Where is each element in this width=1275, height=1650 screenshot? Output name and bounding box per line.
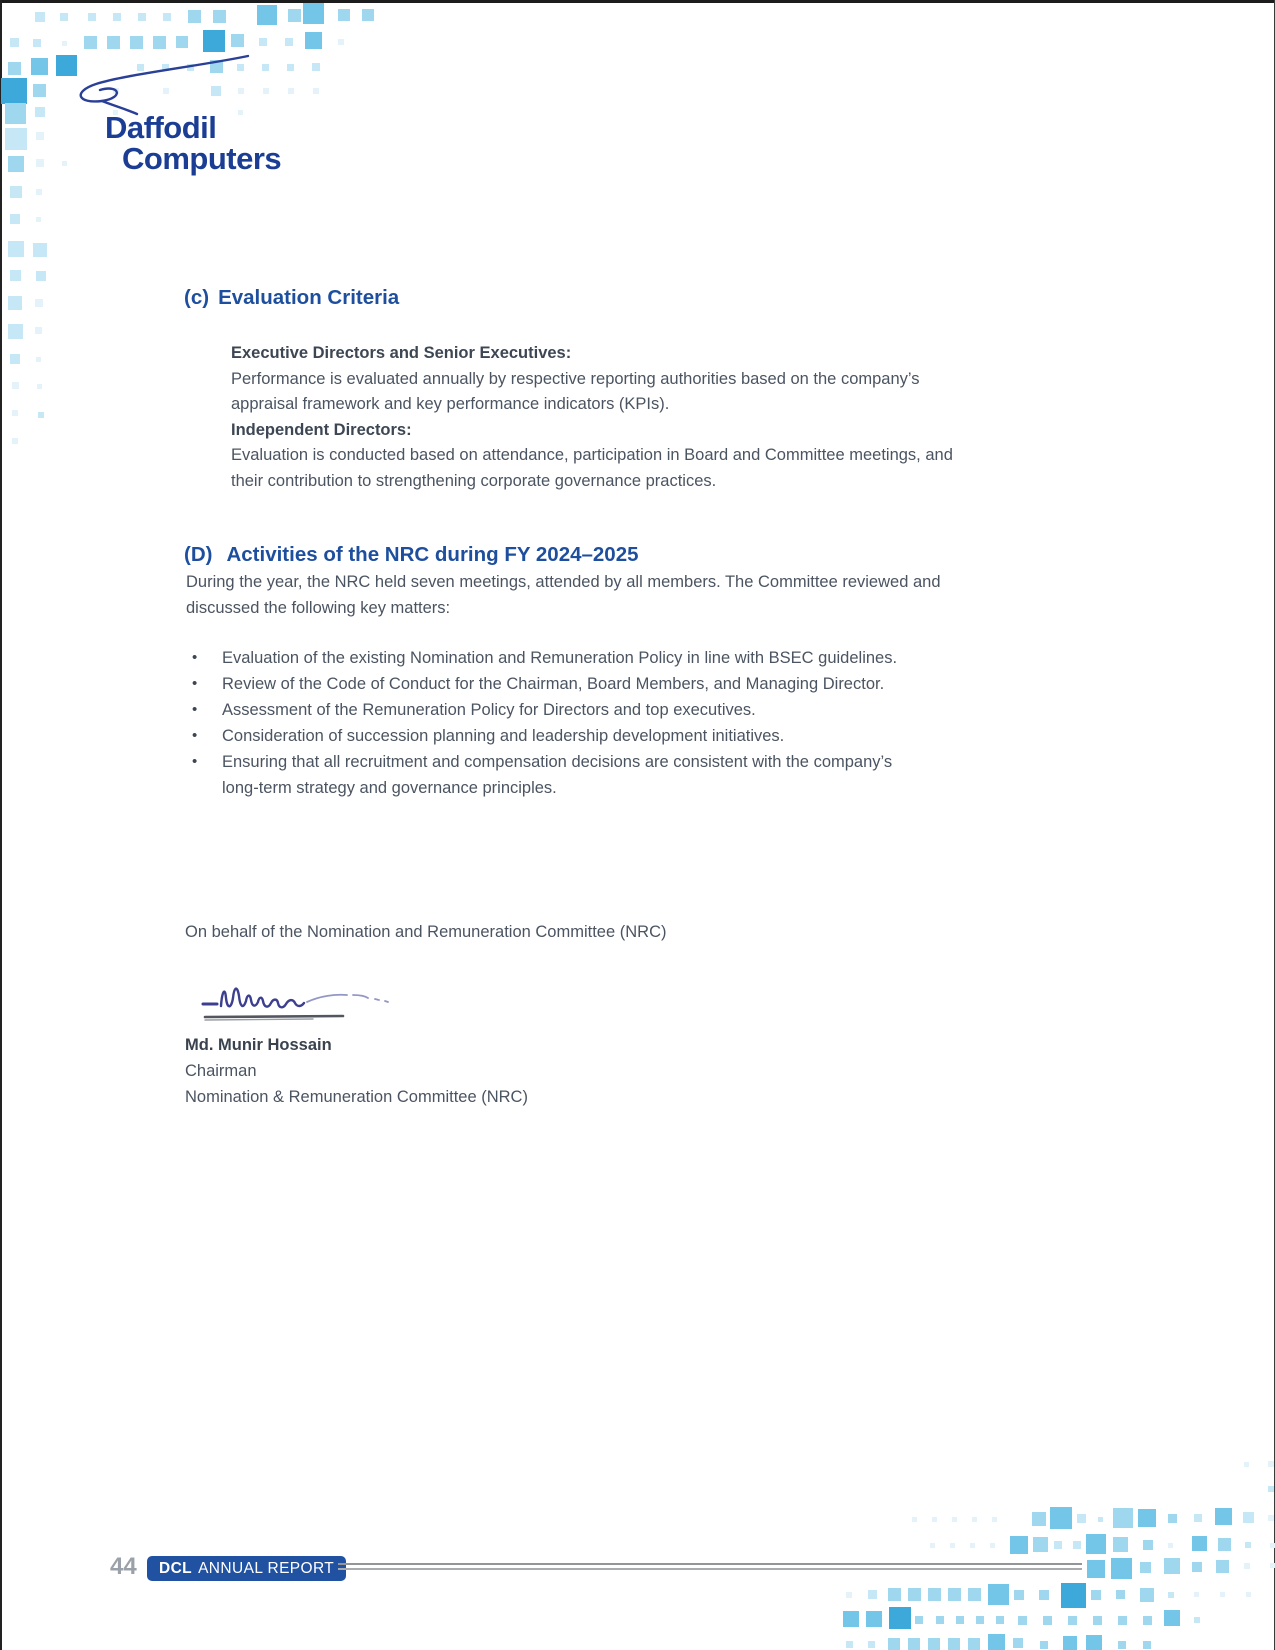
- decor-square: [1168, 1514, 1177, 1523]
- bullet-item: [190, 671, 897, 697]
- decor-square: [972, 1517, 977, 1522]
- section-c-heading: [184, 287, 399, 310]
- decor-square: [1032, 1512, 1046, 1526]
- decor-square: [868, 1590, 877, 1599]
- decor-square: [930, 1543, 935, 1548]
- decor-square: [1, 78, 27, 104]
- decor-square: [213, 10, 226, 23]
- decor-square: [10, 214, 20, 224]
- decor-square: [1168, 1592, 1174, 1598]
- decor-square: [1033, 1537, 1048, 1552]
- decor-square: [1043, 1616, 1052, 1625]
- decor-square: [35, 107, 45, 117]
- text-line: During the year, the NRC held seven meetings, attended by all members. The Committee reviewed and: [186, 573, 941, 591]
- decor-square: [1098, 1517, 1103, 1522]
- section-c-title: Evaluation Criteria: [218, 286, 400, 309]
- decor-square: [1218, 1538, 1231, 1551]
- decor-square: [1087, 1560, 1105, 1578]
- text-line: Independent Directors:: [231, 420, 412, 439]
- decor-square: [35, 327, 42, 334]
- decor-square: [846, 1641, 853, 1648]
- decor-square: [10, 186, 22, 198]
- decor-square: [1164, 1610, 1180, 1626]
- decor-square: [313, 88, 319, 94]
- decor-square: [1143, 1616, 1152, 1625]
- decor-square: [976, 1616, 984, 1624]
- decor-square: [908, 1638, 920, 1650]
- decor-square: [1220, 1592, 1225, 1597]
- decor-square: [31, 58, 48, 75]
- bullet-dot: •: [192, 649, 198, 666]
- decor-square: [1244, 1563, 1250, 1569]
- decor-square: [1086, 1635, 1102, 1650]
- text-line: discussed the following key matters:: [186, 598, 451, 617]
- decor-square: [33, 39, 41, 47]
- decor-square: [8, 296, 22, 310]
- decor-square: [1111, 1558, 1132, 1579]
- decor-square: [888, 1588, 901, 1601]
- decor-square: [889, 1607, 911, 1629]
- decor-square: [36, 357, 41, 362]
- decor-square: [37, 384, 42, 389]
- decor-square: [1140, 1588, 1154, 1602]
- decor-square: [1118, 1616, 1127, 1625]
- logo-computers: Computers: [122, 141, 282, 176]
- decor-square: [12, 410, 18, 416]
- decor-square: [1018, 1616, 1027, 1625]
- decor-square: [1192, 1536, 1207, 1551]
- decor-square: [952, 1517, 957, 1522]
- decor-square: [257, 5, 277, 25]
- decor-square: [60, 13, 68, 21]
- decor-square: [5, 103, 26, 124]
- decor-square: [188, 10, 201, 23]
- section-d-title: Activities of the NRC during FY 2024–2025: [226, 543, 639, 566]
- text-line: Evaluation of the existing Nomination and Remuneration Policy in line with BSEC guidelines.: [222, 649, 898, 667]
- decor-square: [1039, 1590, 1049, 1600]
- decor-square: [1243, 1512, 1254, 1523]
- badge-dcl: DCL: [159, 1559, 193, 1577]
- decor-square: [10, 354, 20, 364]
- decor-square: [988, 1634, 1005, 1650]
- bullet-item: [190, 645, 897, 671]
- signature-image: [195, 972, 415, 1032]
- section-d-prefix: (D): [184, 543, 213, 566]
- decor-square: [12, 382, 19, 389]
- decor-square: [1192, 1562, 1202, 1572]
- decor-square: [988, 1584, 1009, 1605]
- decor-square: [1091, 1590, 1101, 1600]
- decor-square: [138, 13, 146, 21]
- decor-square: [1138, 1509, 1156, 1527]
- decor-square: [948, 1638, 960, 1650]
- decor-square: [305, 32, 322, 49]
- decor-square: [950, 1543, 955, 1548]
- decor-square: [968, 1638, 980, 1650]
- decor-square: [288, 88, 294, 94]
- decor-square: [936, 1616, 944, 1624]
- decor-square: [928, 1588, 941, 1601]
- decor-square: [928, 1638, 940, 1650]
- decor-square: [38, 412, 44, 418]
- decor-square: [1010, 1536, 1028, 1554]
- decor-square: [1093, 1616, 1102, 1625]
- decor-square: [36, 189, 42, 195]
- decor-square: [1268, 1515, 1274, 1521]
- decor-square: [1113, 1537, 1128, 1552]
- text-line: their contribution to strengthening corporate governance practices.: [231, 471, 717, 490]
- decor-square: [1268, 1486, 1274, 1492]
- bullet-dot: •: [192, 701, 198, 718]
- decor-square: [8, 241, 24, 257]
- decor-square: [287, 64, 294, 71]
- decor-square: [1246, 1592, 1251, 1597]
- decor-square: [262, 64, 269, 71]
- decor-square: [35, 299, 43, 307]
- signatory-role: Chairman: [185, 1062, 257, 1080]
- decor-square: [990, 1543, 995, 1548]
- decor-square: [1215, 1508, 1232, 1525]
- decor-square: [1244, 1462, 1249, 1467]
- decor-square: [932, 1517, 937, 1522]
- decor-square: [1268, 1461, 1274, 1467]
- decor-square: [36, 132, 44, 140]
- decor-square: [1143, 1540, 1153, 1550]
- decor-square: [888, 1638, 900, 1650]
- decor-square: [1086, 1534, 1106, 1554]
- decor-square: [912, 1517, 917, 1522]
- page-number: 44: [110, 1553, 137, 1580]
- decor-square: [1168, 1543, 1173, 1548]
- nrc-activities-bullet-list: [190, 645, 897, 801]
- decor-square: [1270, 1543, 1275, 1548]
- logo-daffodil: Daffodil: [105, 110, 217, 145]
- decor-square: [996, 1616, 1004, 1624]
- decor-square: [12, 438, 18, 444]
- section-d-intro: [186, 570, 941, 621]
- bullet-dot: •: [192, 753, 198, 770]
- decor-square: [908, 1588, 921, 1601]
- decor-square: [948, 1588, 961, 1601]
- decor-square: [956, 1616, 964, 1624]
- text-line: Assessment of the Remuneration Policy for Directors and top executives.: [222, 701, 756, 719]
- decor-square: [1194, 1617, 1200, 1623]
- decor-square: [88, 13, 96, 21]
- decor-square: [8, 62, 21, 75]
- page-top-edge: [0, 0, 1275, 3]
- bullet-item: [190, 723, 897, 749]
- decor-square: [1073, 1541, 1081, 1549]
- decor-square: [285, 38, 293, 46]
- decor-square: [33, 84, 46, 97]
- decor-square: [33, 243, 47, 257]
- decor-square: [1143, 1641, 1151, 1649]
- decor-square: [1061, 1583, 1086, 1608]
- decor-square: [1164, 1558, 1180, 1574]
- text-line: Executive Directors and Senior Executives:: [231, 344, 572, 362]
- decor-square: [843, 1611, 859, 1627]
- decor-square: [915, 1616, 923, 1624]
- decor-square: [1270, 1563, 1275, 1568]
- decor-square: [5, 128, 27, 150]
- text-line: Performance is evaluated annually by respective reporting authorities based on the company’s: [231, 369, 920, 388]
- bullet-dot: •: [192, 675, 198, 692]
- decor-square: [968, 1588, 981, 1601]
- decor-square: [1116, 1590, 1125, 1599]
- decor-square: [263, 88, 269, 94]
- bullet-item: [190, 749, 897, 801]
- decor-square: [338, 39, 344, 45]
- decor-square: [1216, 1560, 1229, 1573]
- badge-annual-report: ANNUAL REPORT: [198, 1559, 335, 1577]
- text-line: appraisal framework and key performance indicators (KPIs).: [231, 395, 670, 413]
- decor-square: [846, 1592, 852, 1598]
- decor-square: [288, 9, 301, 22]
- footer-rule: [338, 1563, 1082, 1570]
- decor-square: [10, 38, 19, 47]
- decor-square: [10, 270, 21, 281]
- signatory-name: Md. Munir Hossain: [185, 1036, 332, 1054]
- decor-square: [1113, 1508, 1133, 1528]
- decor-square: [1077, 1514, 1086, 1523]
- decor-square: [868, 1641, 875, 1648]
- report-title-badge: [147, 1556, 346, 1581]
- decor-square: [1040, 1641, 1048, 1649]
- decor-square: [992, 1517, 997, 1522]
- decor-square: [1194, 1592, 1199, 1597]
- decor-square: [35, 12, 45, 22]
- on-behalf-line: On behalf of the Nomination and Remuneration Committee (NRC): [185, 923, 667, 941]
- text-line: Evaluation is conducted based on attendance, participation in Board and Committee meetings, and: [231, 446, 953, 464]
- decor-square: [866, 1611, 882, 1627]
- decor-square: [8, 324, 23, 339]
- page-left-edge: [0, 0, 2, 1650]
- decor-square: [1245, 1542, 1251, 1548]
- decor-square: [1014, 1590, 1024, 1600]
- decor-square: [36, 217, 41, 222]
- section-c-prefix: (c): [184, 286, 210, 309]
- decor-square: [36, 159, 44, 167]
- decor-square: [1050, 1507, 1072, 1529]
- text-line: Ensuring that all recruitment and compensation decisions are consistent with the company’s: [222, 753, 893, 771]
- decor-square: [303, 3, 324, 24]
- section-d-heading: [184, 544, 639, 567]
- decor-square: [338, 9, 350, 21]
- decor-square: [113, 13, 121, 21]
- signatory-committee: Nomination & Remuneration Committee (NRC): [185, 1088, 528, 1106]
- bullet-item: [190, 697, 897, 723]
- text-line: Consideration of succession planning and leadership development initiatives.: [222, 727, 785, 745]
- text-line: long-term strategy and governance principles.: [222, 779, 557, 797]
- decor-square: [1140, 1562, 1151, 1573]
- bullet-dot: •: [192, 727, 198, 744]
- decor-square: [1068, 1616, 1077, 1625]
- text-line: Review of the Code of Conduct for the Chairman, Board Members, and Managing Director.: [222, 675, 885, 693]
- decor-square: [163, 13, 171, 21]
- decor-square: [362, 9, 374, 21]
- decor-square: [8, 156, 24, 172]
- decor-square: [1063, 1636, 1077, 1650]
- decor-square: [62, 161, 67, 166]
- decor-square: [970, 1543, 975, 1548]
- decor-square: [1054, 1541, 1062, 1549]
- decor-square: [36, 271, 46, 281]
- decor-square: [312, 63, 320, 71]
- decor-square: [1118, 1641, 1126, 1649]
- decor-square: [1013, 1638, 1023, 1648]
- section-c-body: [231, 341, 953, 494]
- decor-square: [259, 38, 267, 46]
- decor-square: [1194, 1514, 1202, 1522]
